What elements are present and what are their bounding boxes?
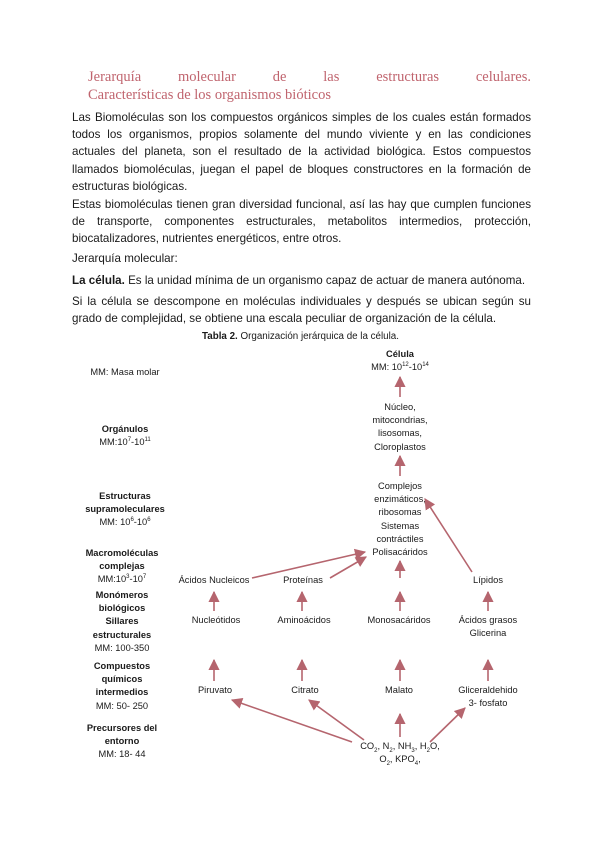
- node-citrato: Citrato: [291, 685, 319, 695]
- node-polisacaridos: Polisacáridos: [372, 547, 428, 557]
- node-aminoacidos: Aminoácidos: [277, 615, 331, 625]
- node-celula-title: Célula: [386, 349, 414, 359]
- paragraph-escala: Si la célula se descompone en moléculas individuales y después se ubican según su grado de complejidad, se obtiene una escala peculiar de organización de la célula.: [72, 295, 531, 326]
- arrow-acidosnucleicos-polisacaridos: [252, 552, 365, 578]
- level-estructuras-mm: MM: $10^6-10^6$: [99, 517, 151, 528]
- paragraph-jerarquia: Jerarquía molecular:: [72, 252, 178, 265]
- arrow-lipidos-complejos: [425, 499, 472, 572]
- node-celula-mm: MM: $10^{12}-10^{14}$: [371, 362, 429, 373]
- paragraph-biomoleculas: Las Biomoléculas son los compuestos orgánicos simples de los cuales están formados todos los organismos, propios solamente del mundo viviente y en las condiciones actuales del planeta, son el resultado de la actividad biológica. Estos compuestos llamados biomoléculas, juegan el papel de bloques constructores en la formación de estructuras biológicas.: [72, 111, 531, 193]
- arrow-precursores-citrato: [309, 700, 364, 740]
- title-line-1: Jerarquía molecular de las estructuras celulares.: [88, 69, 531, 85]
- node-monosacaridos: Monosacáridos: [367, 615, 431, 625]
- celula-term: La célula.: [72, 274, 125, 287]
- arrow-precursores-piruvato: [232, 700, 352, 742]
- caption-label: Tabla 2.: [202, 331, 238, 342]
- level-macro-title: Macromoléculas complejas: [85, 548, 159, 572]
- title-line-2: Características de los organismos bióticos: [88, 87, 331, 103]
- node-malato: Malato: [385, 685, 413, 695]
- node-proteinas: Proteínas: [283, 575, 323, 585]
- level-macro-mm: $MM:10^3-10^7$: [97, 574, 147, 585]
- arrow-precursores-gliceraldehido: [430, 708, 465, 742]
- level-monomeros-mm: MM: 100-350: [94, 642, 150, 653]
- node-complejos: Complejos enzimáticos, ribosomas Sistemas contráctiles: [374, 481, 426, 544]
- node-organelos: Núcleo, mitocondrias, lisosomas, Cloroplastos: [372, 402, 428, 452]
- level-organulos-mm: $MM:10^7-10^{11}$: [99, 437, 151, 448]
- level-monomeros-title: Monómeros biológicos: [95, 590, 149, 614]
- level-organulos-title: Orgánulos: [101, 424, 149, 434]
- node-acidos-grasos: Ácidos grasos Glicerina: [458, 615, 518, 639]
- celula-definition: Es la unidad mínima de un organismo capaz de actuar de manera autónoma.: [124, 274, 526, 287]
- node-lipidos: Lípidos: [473, 575, 503, 585]
- level-compuestos-mm: MM: 50- 250: [95, 700, 149, 711]
- caption-text: Organización jerárquica de la célula.: [237, 331, 399, 342]
- node-gliceraldehido: Gliceraldehido 3- fosfato: [458, 685, 518, 709]
- mm-legend: MM: Masa molar: [90, 367, 160, 377]
- level-precursores-mm: MM: 18- 44: [98, 749, 146, 760]
- level-estructuras-title: Estructuras supramoleculares: [85, 491, 165, 515]
- node-acidos-nucleicos: Ácidos Nucleicos: [178, 575, 250, 585]
- arrow-proteinas-polisacaridos: [330, 557, 366, 578]
- node-precursores: $CO_2$, $N_2$, $NH_3$, $H_2O$, $O_2$, $KPO_4$,: [360, 741, 440, 768]
- level-monomeros-sub: Sillares estructurales: [92, 616, 152, 640]
- paragraph-diversidad: Estas biomoléculas tienen gran diversidad funcional, así las hay que cumplen funciones de transporte, componentes estructurales, metabolitos intermedios, protección, biocatalizadores, nutrientes energéticos, entre otros.: [72, 198, 531, 246]
- level-compuestos-title: Compuestos químicos intermedios: [93, 661, 151, 698]
- level-precursores-title: Precursores del entorno: [86, 723, 158, 747]
- node-piruvato: Piruvato: [197, 685, 233, 695]
- node-nucleotidos: Nucleótidos: [191, 615, 241, 625]
